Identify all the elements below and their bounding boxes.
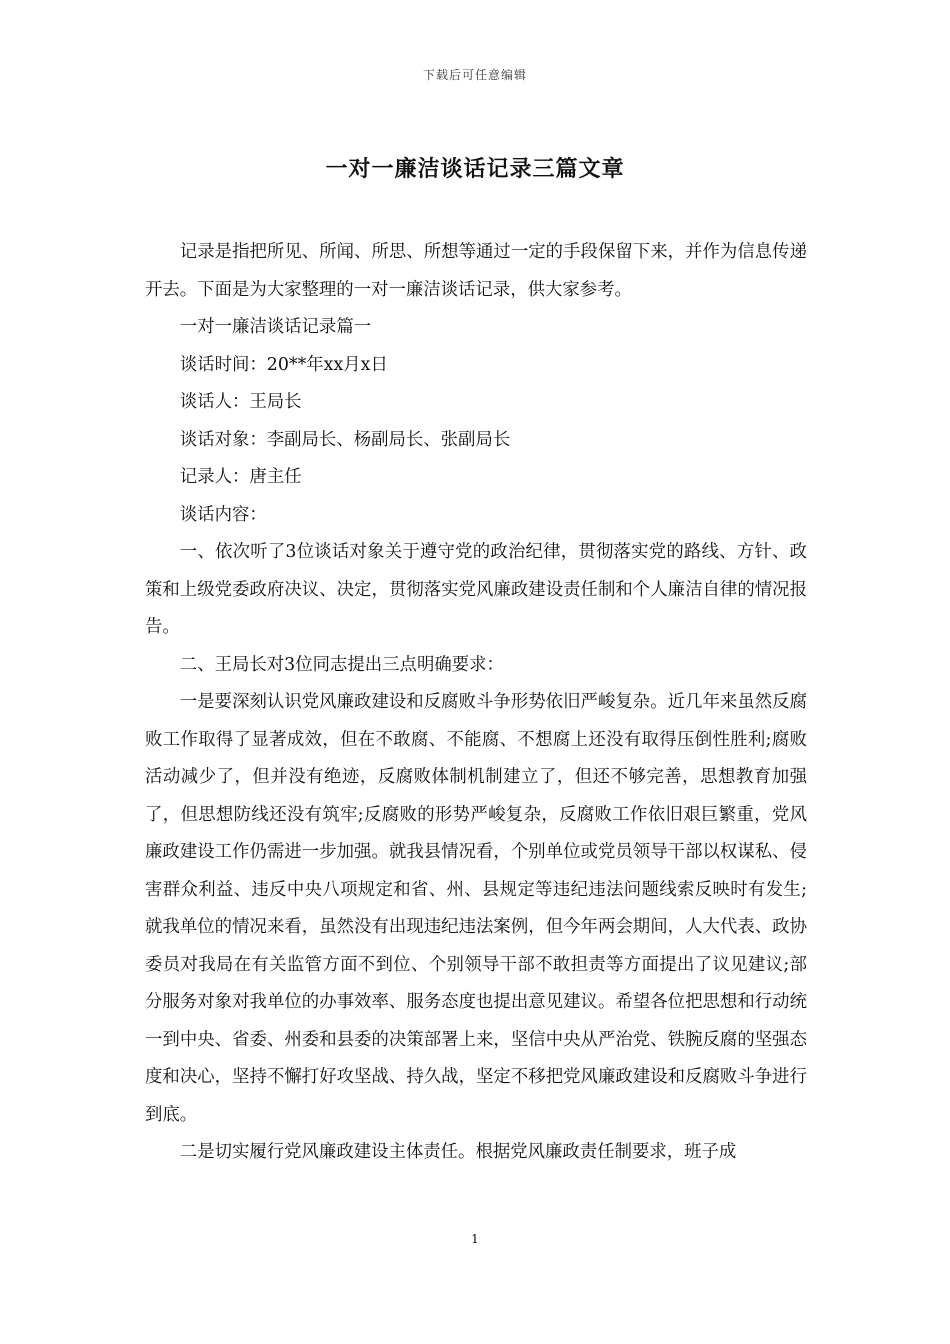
paragraph-requirement-two: 二是切实履行党风廉政建设主体责任。根据党风廉政责任制要求，班子成	[179, 1142, 737, 1162]
paragraph-recorder: 记录人：唐主任	[179, 467, 302, 487]
paragraph-point-two: 二、王局长对3位同志提出三点明确要求：	[179, 654, 504, 675]
document-body	[145, 234, 807, 1172]
header-note: 下载后可任意编辑	[422, 68, 527, 82]
paragraph-talk-targets: 谈话对象：李副局长、杨副局长、张副局长	[179, 429, 511, 450]
paragraph-point-one: 一、依次听了3位谈话对象关于遵守党的政治纪律，贯彻落实党的路线、方针、政策和上级党委政府决议、决定，贯彻落实党风廉政建设责任制和个人廉洁自律的情况报告。	[145, 542, 807, 637]
page-number: 1	[471, 1232, 479, 1246]
paragraph-section-heading: 一对一廉洁谈话记录篇一	[179, 317, 372, 337]
paragraph-content-label: 谈话内容：	[179, 504, 267, 525]
paragraph-intro: 记录是指把所见、所闻、所思、所想等通过一定的手段保留下来，并作为信息传递开去。下面是为大家整理的一对一廉洁谈话记录，供大家参考。	[145, 242, 807, 300]
document-title: 一对一廉洁谈话记录三篇文章	[325, 156, 625, 182]
paragraph-talk-time: 谈话时间：20**年xx月x日	[179, 354, 388, 375]
paragraph-requirement-one: 一是要深刻认识党风廉政建设和反腐败斗争形势依旧严峻复杂。近几年来虽然反腐败工作取得了显著成效，但在不敢腐、不能腐、不想腐上还没有取得压倒性胜利;腐败活动减少了，但并没有绝迹，反腐败体制机制建立了，但还不够完善，思想教育加强了，但思想防线还没有筑牢;反腐败的形势严峻复杂，反腐败工作依旧艰巨繁重，党风廉政建设工作仍需进一步加强。就我县情况看，个别单位或党员领导干部以权谋私、侵害群众利益、违反中央八项规定和省、州、县规定等违纪违法问题线索反映时有发生;就我单位的情况来看，虽然没有出现违纪违法案例，但今年两会期间，人大代表、政协委员对我局在有关监管方面不到位、个别领导干部不敢担责等方面提出了议见建议;部分服务对象对我单位的办事效率、服务态度也提出意见建议。希望各位把思想和行动统一到中央、省委、州委和县委的决策部署上来，坚信中央从严治党、铁腕反腐的坚强态度和决心，坚持不懈打好攻坚战、持久战，坚定不移把党风廉政建设和反腐败斗争进行到底。	[145, 692, 807, 1125]
paragraph-speaker: 谈话人：王局长	[179, 392, 302, 412]
